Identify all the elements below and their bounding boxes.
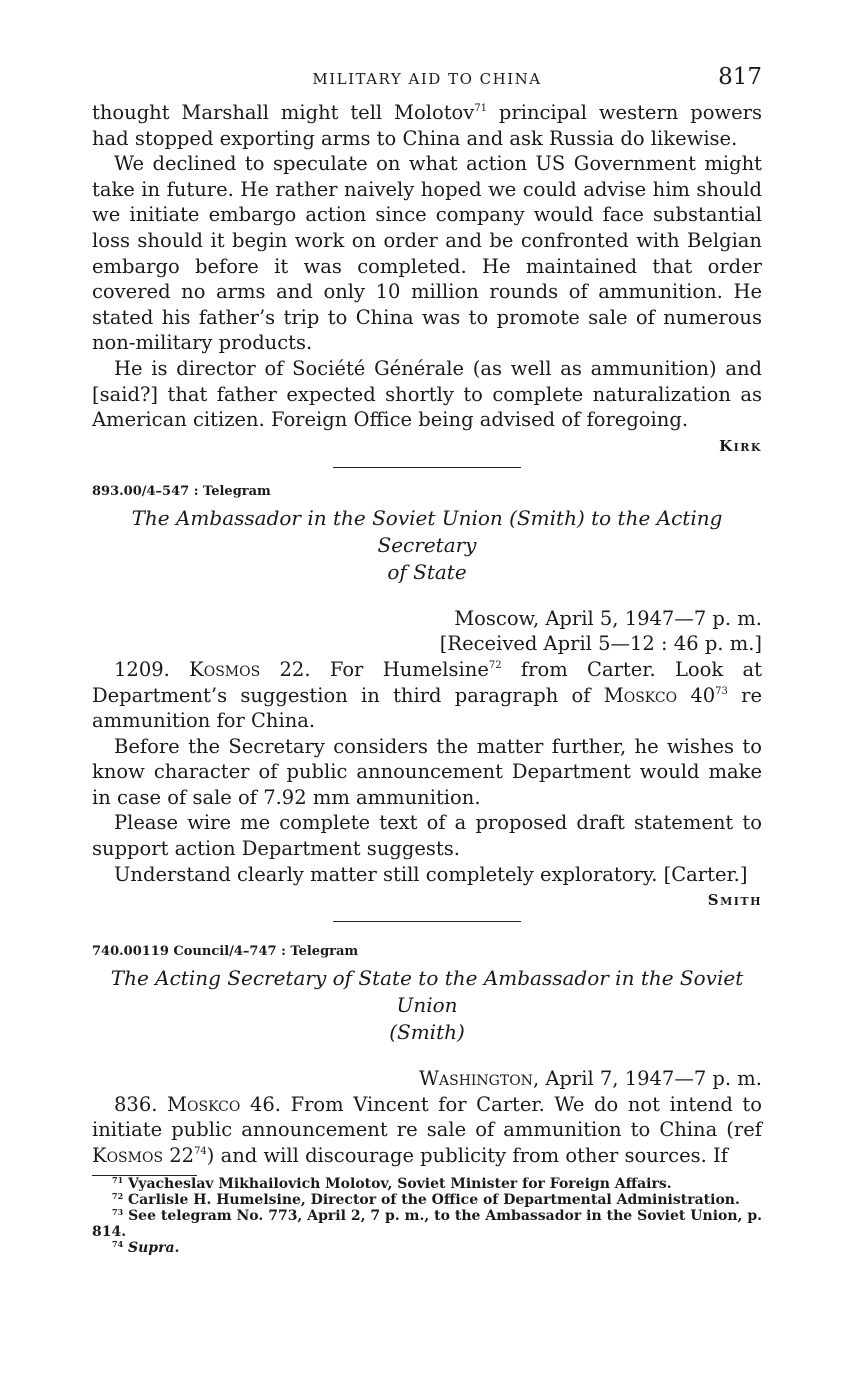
document-heading: The Ambassador in the Soviet Union (Smith) to the Acting Secretary of State bbox=[131, 505, 723, 584]
file-reference: 893.00/4–547 : Telegram bbox=[92, 483, 271, 499]
section-divider bbox=[333, 467, 521, 468]
paragraph: He is director of Société Générale (as well as ammunition) and [said?] that father expected shortly to complete naturalization as American citizen. Foreign Office being advised of foregoing. bbox=[92, 356, 762, 432]
paragraph: Before the Secretary considers the matter further, he wishes to know character of public announcement Department would make in case of sale of 7.92 mm ammunition. bbox=[92, 734, 762, 809]
footnote-ref: 73 bbox=[715, 685, 728, 697]
dateline: Moscow, April 5, 1947—7 p. m. bbox=[454, 606, 762, 630]
document-page bbox=[92, 60, 762, 1256]
file-reference: 740.00119 Council/4–747 : Telegram bbox=[92, 944, 359, 960]
document-heading: The Acting Secretary of State to the Ambassador in the Soviet Union (Smith) bbox=[110, 966, 744, 1045]
paragraph: 1209. Kosmos 22. For Humelsine$^{72}$ from Carter. Look at Department’s suggestion in third paragraph of Moskco $40^{73}$ re ammunition for China. bbox=[92, 657, 763, 733]
signature-kirk: Kirk bbox=[719, 436, 762, 455]
section-divider bbox=[333, 921, 521, 922]
running-head bbox=[92, 60, 762, 100]
footnote-ref: 72 bbox=[488, 659, 502, 671]
dateline: Washington, April 7, 1947—7 p. m. bbox=[418, 1067, 762, 1091]
footnote: $^{71}$ Vyacheslav Mikhailovich Molotov, Soviet Minister for Foreign Affairs. bbox=[112, 1174, 672, 1192]
running-head-title: MILITARY AID TO CHINA bbox=[312, 70, 542, 88]
paragraph: thought Marshall might tell Molotov$^{71}$ principal western powers had stopped exporting arms to China and ask Russia do likewise. bbox=[92, 101, 762, 150]
received-line: [Received April 5—12 : 46 p. m.] bbox=[439, 632, 762, 656]
footnote: $^{74}$ Supra. bbox=[112, 1238, 180, 1256]
footnote-ref: 71 bbox=[474, 103, 488, 114]
footnote-ref: 74 bbox=[194, 1146, 207, 1158]
signature-smith: Smith bbox=[707, 891, 762, 910]
page-number: 817 bbox=[718, 64, 762, 90]
paragraph: Please wire me complete text of a proposed draft statement to support action Department suggests. bbox=[92, 811, 762, 861]
footnote: $^{72}$ Carlisle H. Humelsine, Director of the Office of Departmental Administration. bbox=[112, 1190, 740, 1208]
paragraph: Understand clearly matter still completely exploratory. [Carter.] bbox=[114, 862, 748, 886]
footnote: $^{73}$ See telegram No. 773, April 2, 7 p. m., to the Ambassador in the Soviet Union, p. 814. bbox=[92, 1206, 762, 1240]
paragraph: We declined to speculate on what action US Government might take in future. He rather naively hoped we could advise him should we initiate embargo action since company would face substantial loss should it begin work on order and be confronted with Belgian embargo before it was completed. He maintained that order covered no arms and only 10 million rounds of ammunition. He stated his father’s trip to China was to promote sale of numerous non-military products. bbox=[92, 152, 762, 355]
paragraph: 836. Moskco 46. From Vincent for Carter. We do not intend to initiate public announcement re sale of ammunition to China (ref Kosmos $22^{74}$) and will discourage publicity from other sources. If bbox=[92, 1092, 762, 1168]
